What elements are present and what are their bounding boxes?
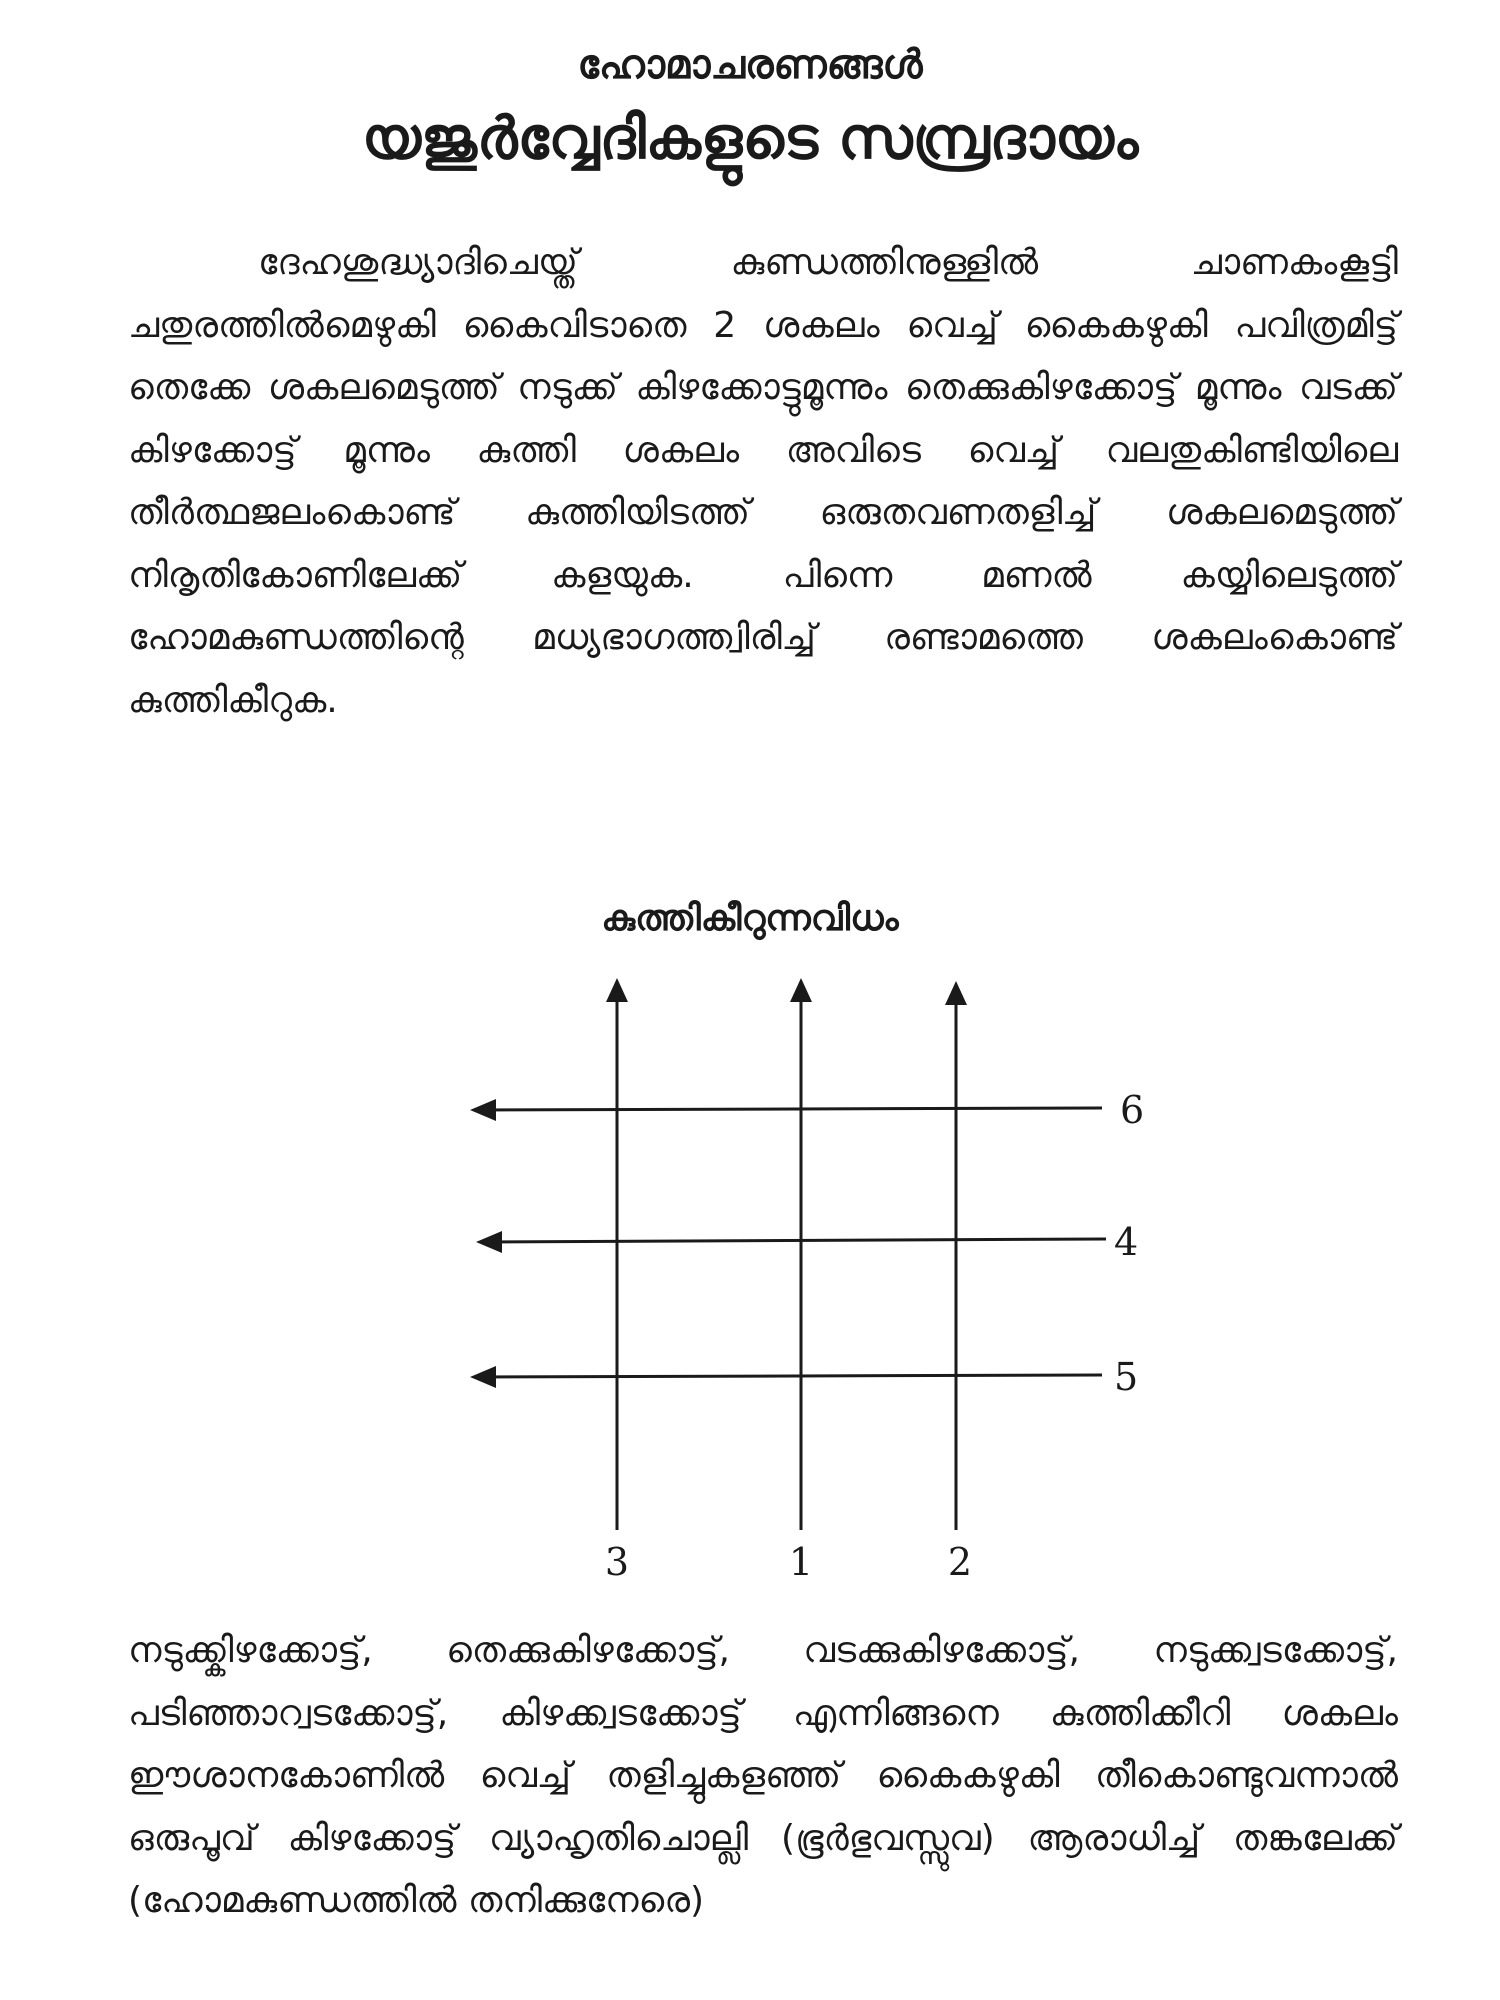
label-vertical-1: 1 — [788, 1540, 814, 1584]
paragraph-intro: ദേഹശുദ്ധ്യാദിചെയ്ത് കുണ്ഡത്തിനുള്ളിൽ ചാണകംകൂട്ടി ചതുരത്തിൽമെഴുകി കൈവിടാതെ 2 ശകലം വെച്ച് കൈകഴുകി പവിത്രമിട്ട് തെക്കേ ശകലമെടുത്ത് നടുക്ക് കിഴക്കോട്ടുമൂന്നും തെക്കുകിഴക്കോട്ട് മൂന്നും വടക്ക് കിഴക്കോട്ട് മൂന്നും കുത്തി ശകലം അവിടെ വെച്ച് വലതുകിണ്ടിയിലെ തീർത്ഥജലംകൊണ്ട് കുത്തിയിടത്ത് ഒരുതവണതളിച്ച് ശകലമെടുത്ത് നിരൃതികോണിലേക്ക് കളയുക. പിന്നെ മണൽ കയ്യിലെടുത്ത് ഹോമകുണ്ഡത്തിന്റെ മധ്യഭാഗത്ത്വിരിച്ച് രണ്ടാമത്തെ ശകലംകൊണ്ട് കുത്തികീറുക. — [128, 242, 1398, 721]
horizontal-line-5 — [478, 1375, 1102, 1377]
label-vertical-3: 3 — [604, 1540, 630, 1584]
section-subtitle: ഹോമാചരണങ്ങൾ — [577, 42, 923, 88]
label-vertical-2: 2 — [947, 1540, 973, 1584]
page-title: യജുർവ്വേദികളുടെ സമ്പ്രദായം — [361, 104, 1139, 172]
horizontal-line-4 — [484, 1239, 1106, 1242]
label-horizontal-6: 6 — [1120, 1088, 1145, 1132]
diagram-title: കുത്തികീറുന്നവിധം — [601, 898, 899, 939]
arrowhead-up-1 — [790, 978, 812, 1002]
arrowhead-up-2 — [945, 981, 967, 1005]
paragraph-procedure: നടുക്ക്കിഴക്കോട്ട്, തെക്കുകിഴക്കോട്ട്, വടക്കുകിഴക്കോട്ട്, നടുക്ക്വടക്കോട്ട്, പടിഞ്ഞാറ്വടക്കോട്ട്, കിഴക്ക്വടക്കോട്ട് എന്നിങ്ങനെ കുത്തിക്കീറി ശകലം ഈശാനകോണിൽ വെച്ച് തളിച്ചുകളഞ്ഞ് കൈകഴുകി തീകൊണ്ടുവന്നാൽ ഒരുപൂവ് കിഴക്കോട്ട് വ്യാഹൃതിചൊല്ലി (ഭൂർഭുവസ്സുവ) ആരാധിച്ച് തങ്കലേക്ക് (ഹോമകുണ്ഡത്തിൽ തനിക്കുനേരെ) — [128, 1630, 1398, 1921]
arrowhead-left-5 — [470, 1366, 496, 1388]
arrowhead-left-4 — [476, 1231, 502, 1253]
arrowhead-up-3 — [606, 978, 628, 1002]
arrowhead-left-6 — [470, 1099, 496, 1121]
label-horizontal-4: 4 — [1114, 1220, 1139, 1264]
label-horizontal-5: 5 — [1114, 1355, 1139, 1399]
horizontal-line-6 — [478, 1108, 1102, 1110]
